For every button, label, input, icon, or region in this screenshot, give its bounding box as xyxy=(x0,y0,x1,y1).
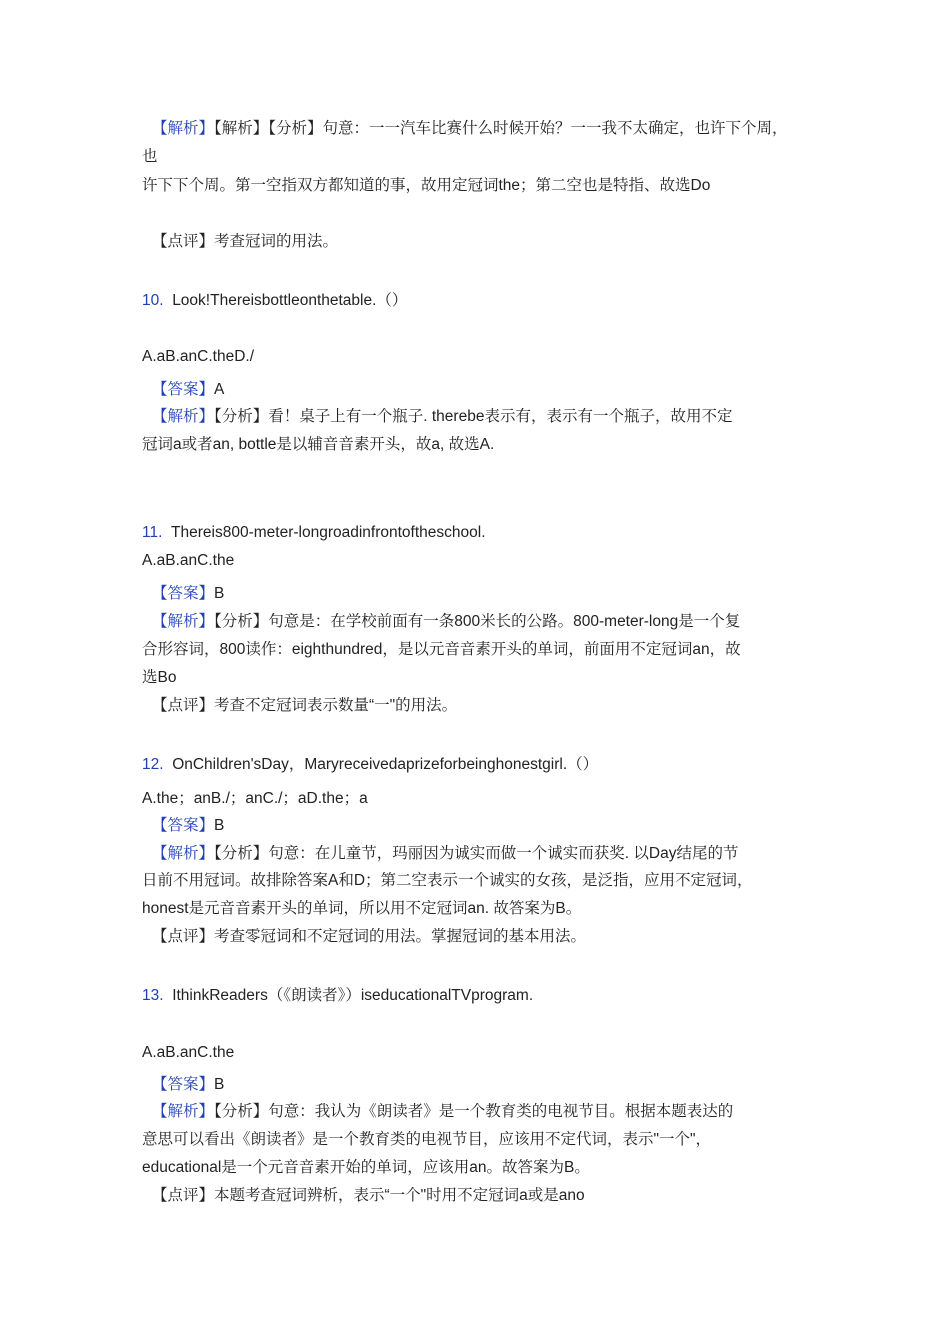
options-line: A.the；anB./；anC./；aD.the；a xyxy=(142,790,368,807)
comment-line: 【点评】本题考查冠词辨析，表示“一个"时用不定冠词a或是ano xyxy=(152,1187,585,1204)
analysis-line: 【解析】【分析】句意：我认为《朗读者》是一个教育类的电视节目。根据本题表达的 xyxy=(152,1103,734,1120)
text-line: 也 xyxy=(142,148,158,165)
comment-line: 【点评】考查冠词的用法。 xyxy=(152,233,339,250)
options-line: A.aB.anC.the xyxy=(142,552,235,569)
answer-line: 【答案】B xyxy=(152,1076,225,1093)
text-line: 意思可以看出《朗读者》是一个教育类的电视节目，应该用不定代词，表示"一个"， xyxy=(142,1131,712,1148)
options-line: A.aB.anC.theD./ xyxy=(142,348,255,365)
text-line: honest是元音音素开头的单词，所以用不定冠词an. 故答案为B。 xyxy=(142,900,582,917)
answer-line: 【答案】A xyxy=(152,381,225,398)
options-line: A.aB.anC.the xyxy=(142,1044,235,1061)
answer-line: 【答案】B xyxy=(152,817,225,834)
question-10: 10. Look!Thereisbottleonthetable.（） xyxy=(142,292,408,309)
analysis-line: 【解析】【分析】看！桌子上有一个瓶子. therebe表示有，表示有一个瓶子，故用不定 xyxy=(152,408,733,425)
text-line: 冠词a或者an, bottle是以辅音音素开头，故a, 故选A. xyxy=(142,436,495,453)
text-line: 许下下个周。第一空指双方都知道的事，故用定冠词the；第二空也是特指、故选Do xyxy=(142,177,711,194)
text-line: 日前不用冠词。故排除答案A和D；第二空表示一个诚实的女孩，是泛指，应用不定冠词， xyxy=(142,872,753,889)
question-13: 13. IthinkReaders（《朗读者》）iseducationalTVprogram. xyxy=(142,987,534,1004)
text-line: educational是一个元音音素开始的单词，应该用an。故答案为B。 xyxy=(142,1159,590,1176)
comment-line: 【点评】考查零冠词和不定冠词的用法。掌握冠词的基本用法。 xyxy=(152,928,587,945)
analysis-line: 【解析】【解析】【分析】句意：一一汽车比赛什么时候开始？一一我不太确定，也许下个周， xyxy=(152,120,788,137)
text-line: 合形容词，800读作：eighthundred，是以元音音素开头的单词，前面用不定冠词an，故 xyxy=(142,641,741,658)
comment-line: 【点评】考查不定冠词表示数量“一"的用法。 xyxy=(152,697,458,714)
analysis-line: 【解析】【分析】句意：在儿童节，玛丽因为诚实而做一个诚实而获奖. 以Day结尾的节 xyxy=(152,845,739,862)
question-11: 11. Thereis800-meter-longroadinfrontoftheschool. xyxy=(142,524,486,541)
answer-line: 【答案】B xyxy=(152,585,225,602)
text-line: 选Bo xyxy=(142,669,177,686)
question-12: 12. OnChildren'sDay，Maryreceivedaprizeforbeinghonestgirl.（） xyxy=(142,756,599,773)
analysis-line: 【解析】【分析】句意是：在学校前面有一条800米长的公路。800-meter-long是一个复 xyxy=(152,613,741,630)
